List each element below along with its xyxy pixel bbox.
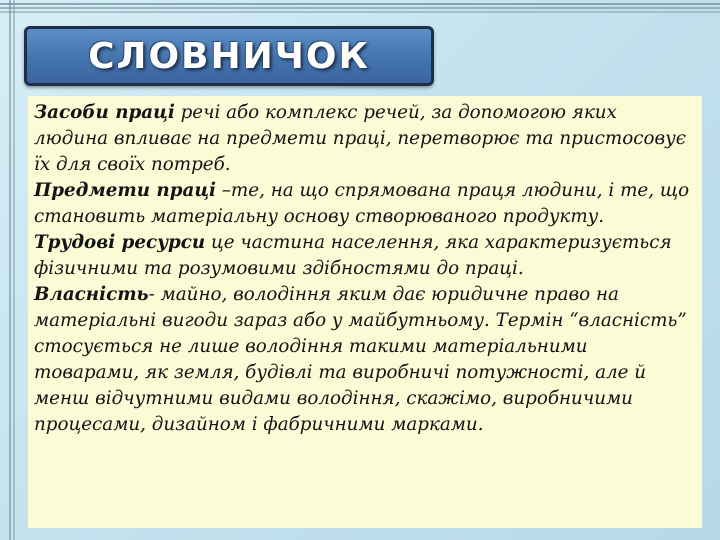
definition-means-of-labor (34, 100, 696, 178)
term-property: Власність (34, 284, 149, 305)
decorative-left-lines (0, 0, 22, 540)
glossary-panel (28, 96, 702, 528)
term-means-of-labor: Засоби праці (34, 102, 175, 123)
definition-text: –те, на що спрямована праця людини, і те, що становить матеріальну основу створюваного продукту. (34, 180, 690, 227)
definition-text: речі або комплекс речей, за допомогою яких людина впливає на предмети праці, перетворює та пристосовує їх для своїх потреб. (34, 102, 686, 175)
definition-text: це частина населення, яка характеризується фізичними та розумовими здібностями до праці. (34, 232, 672, 279)
term-objects-of-labor: Предмети праці (34, 180, 216, 201)
definition-objects-of-labor (34, 178, 696, 230)
term-labor-resources: Трудові ресурси (34, 232, 206, 253)
slide-title: СЛОВНИЧОК (88, 35, 370, 77)
definition-property (34, 282, 696, 438)
definition-text: - майно, володіння яким дає юридичне право на матеріальні вигоди зараз або у майбутньому. Термін “власність” стосується не лише володіння такими матеріальними товарами, як земля, будівлі та виробничі потужності, але й менш відчутними видами володіння, скажімо, виробничими процесами, дизайном і фабричними марками. (34, 284, 687, 435)
title-banner (24, 26, 434, 86)
definition-labor-resources (34, 230, 696, 282)
